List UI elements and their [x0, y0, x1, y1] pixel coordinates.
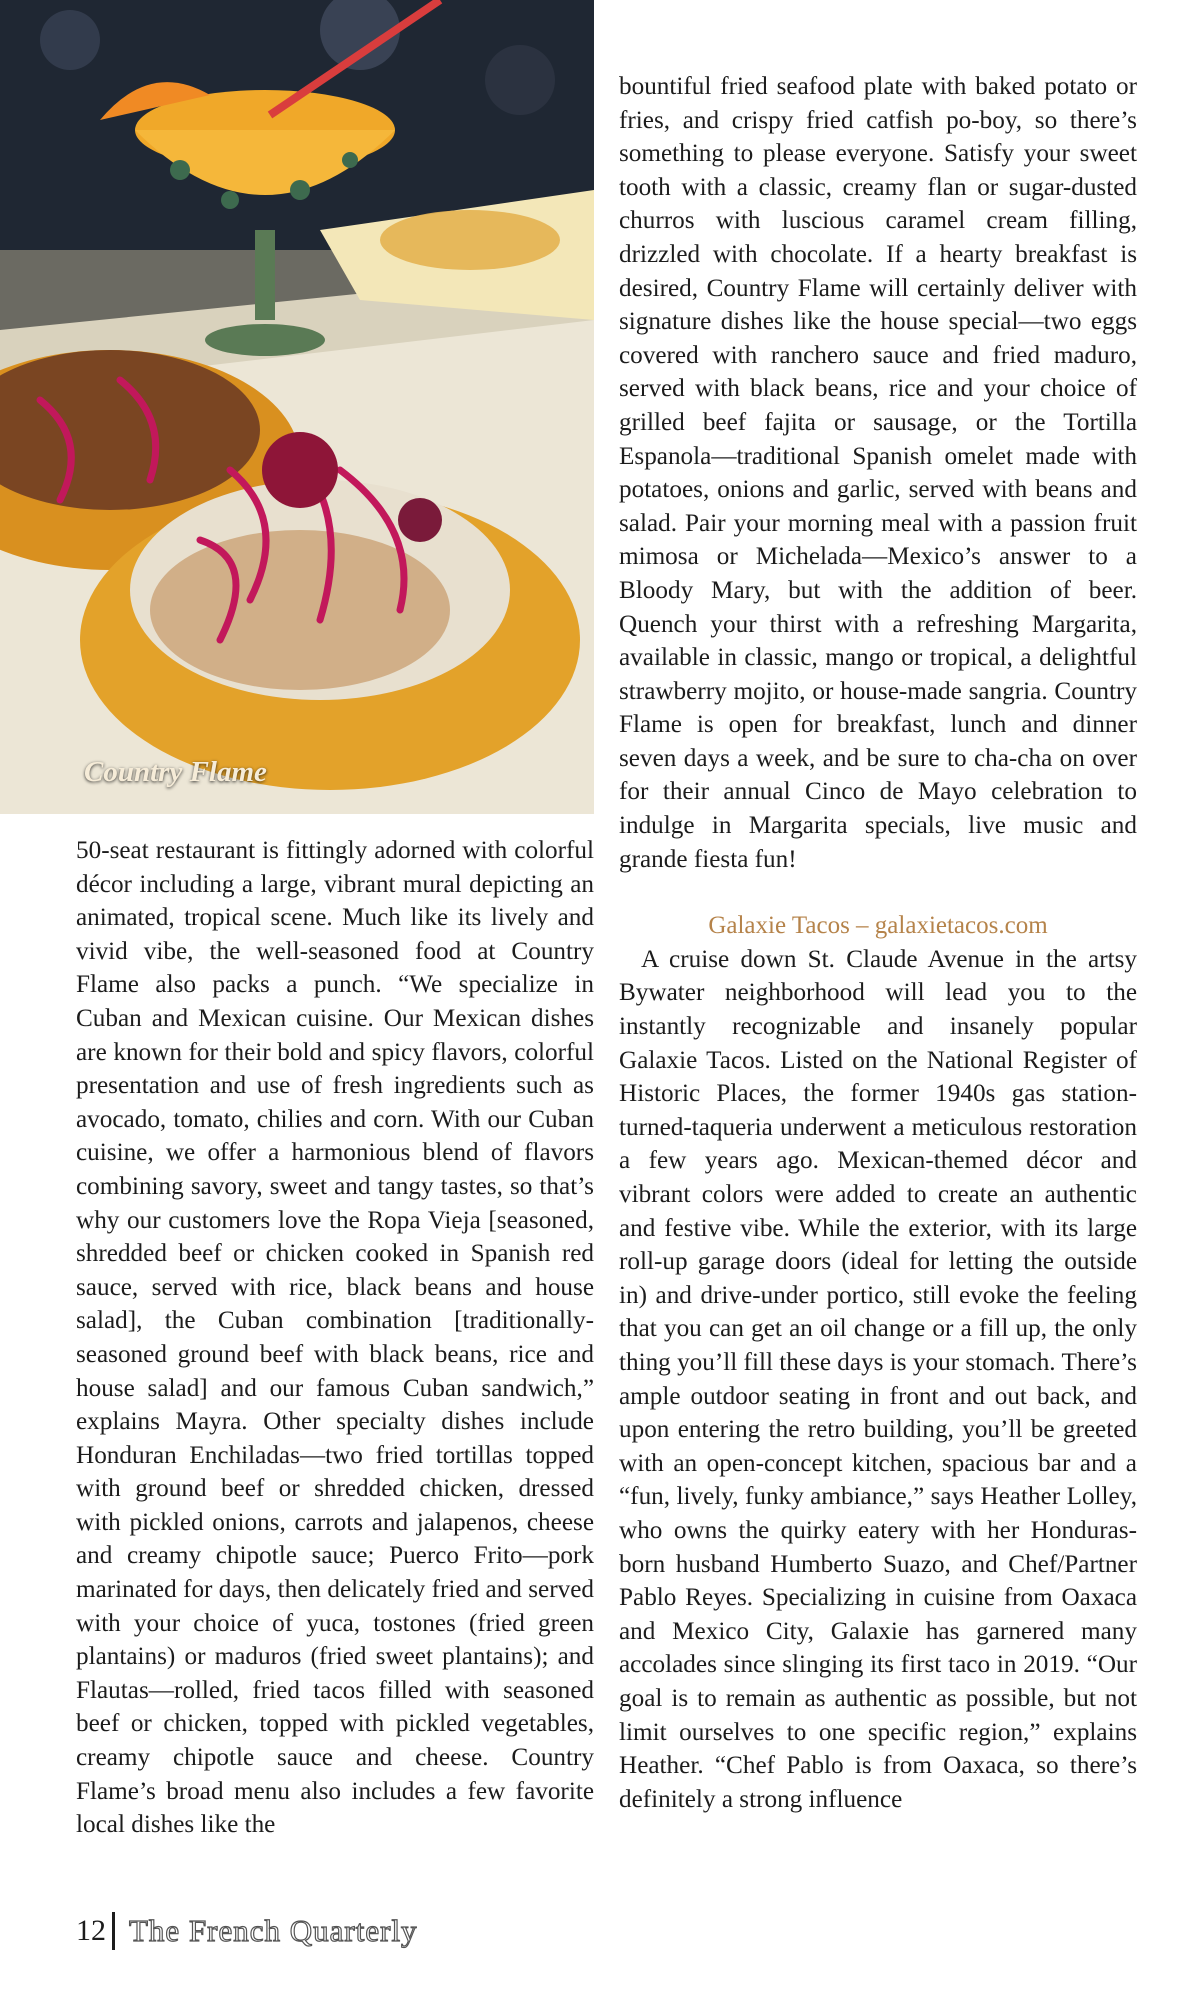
page-footer [76, 1908, 418, 1954]
body-paragraph: A cruise down St. Claude Avenue in the artsy Bywater neighborhood will lead you to the instantly recognizable and insanely popular Galaxie Tacos. Listed on the National Register of Historic Places, the former 1940s gas station-turned-taqueria underwent a meticulous restoration a few years ago. Mexican-themed décor and vibrant colors were added to create an authentic and festive vibe. While the exterior, with its large roll-up garage doors (ideal for letting the outside in) and drive-under portico, still evoke the feeling that you can get an oil change or a fill up, the only thing you’ll fill these days is your stomach. There’s ample outdoor seating in front and out back, and upon entering the retro building, you’ll be greeted with an open-concept kitchen, spacious bar and a “fun, lively, funky ambiance,” says Heather Lolley, who owns the quirky eatery with her Honduras-born husband Humberto Suazo, and Chef/Partner Pablo Reyes. Specializing in cuisine from Oaxaca and Mexico City, Galaxie has garnered many accolades since slinging its first taco in 2019. “Our goal is to remain as authentic as possible, but not limit ourselves to one specific region,” explains Heather. “Chef Pablo is from Oaxaca, so there’s definitely a strong influence [619, 945, 1137, 1813]
footer-divider [112, 1912, 115, 1950]
page-number: 12 [76, 1914, 106, 1947]
photo-caption: Country Flame [84, 756, 267, 788]
right-text-column [619, 70, 1137, 1816]
body-paragraph: bountiful fried seafood plate with baked potato or fries, and crispy fried catfish po-boy, so there’s something to please everyone. Satisfy your sweet tooth with a classic, creamy flan or sugar-dusted churros with luscious caramel cream filling, drizzled with chocolate. If a hearty breakfast is desired, Country Flame will certainly deliver with signature dishes like the house special—two eggs covered with ranchero sauce and fried maduro, served with black beans, rice and your choice of grilled beef fajita or sausage, or the Tortilla Espanola—traditional Spanish omelet made with potatoes, onions and garlic, served with beans and salad. Pair your morning meal with a passion fruit mimosa or Michelada—Mexico’s answer to a Bloody Mary, but with the addition of beer. Quench your thirst with a refreshing Margarita, available in classic, mango or tropical, a delightful strawberry mojito, or house-made sangria. Country Flame is open for breakfast, lunch and dinner seven days a week, and be sure to cha-cha on over for their annual Cinco de Mayo celebration to indulge in Margarita specials, live music and grande fiesta fun! [619, 73, 1137, 873]
restaurant-food-photo [0, 0, 594, 814]
photo-illustration [0, 0, 594, 814]
section-heading: Galaxie Tacos – galaxietacos.com [708, 912, 1048, 940]
left-text-column [76, 834, 594, 1842]
publication-name: The French Quarterly [129, 1913, 418, 1948]
body-paragraph: 50-seat restaurant is fittingly adorned with colorful décor including a large, vibrant mural depicting an animated, tropical scene. Much like its lively and vivid vibe, the well-seasoned food at Country Flame also packs a punch. “We specialize in Cuban and Mexican cuisine. Our Mexican dishes are known for their bold and spicy flavors, colorful presentation and use of fresh ingredients such as avocado, tomato, chilies and corn. With our Cuban cuisine, we offer a harmonious blend of flavors combining savory, sweet and tangy tastes, so that’s why our customers love the Ropa Vieja [seasoned, shredded beef or chicken cooked in Spanish red sauce, served with rice, black beans and house salad], the Cuban combination [traditionally-seasoned ground beef with black beans, rice and house salad] and our famous Cuban sandwich,” explains Mayra. Other specialty dishes include Honduran Enchiladas—two fried tortillas topped with ground beef or shredded chicken, dressed with pickled onions, carrots and jalapenos, cheese and creamy chipotle sauce; Puerco Frito—pork marinated for days, then delicately fried and served with your choice of yuca, tostones (fried green plantains) or maduros (fried sweet plantains); and Flautas—rolled, fried tacos filled with seasoned beef or chicken, topped with pickled vegetables, creamy chipotle sauce and cheese. Country Flame’s broad menu also includes a few favorite local dishes like the [76, 837, 594, 1839]
